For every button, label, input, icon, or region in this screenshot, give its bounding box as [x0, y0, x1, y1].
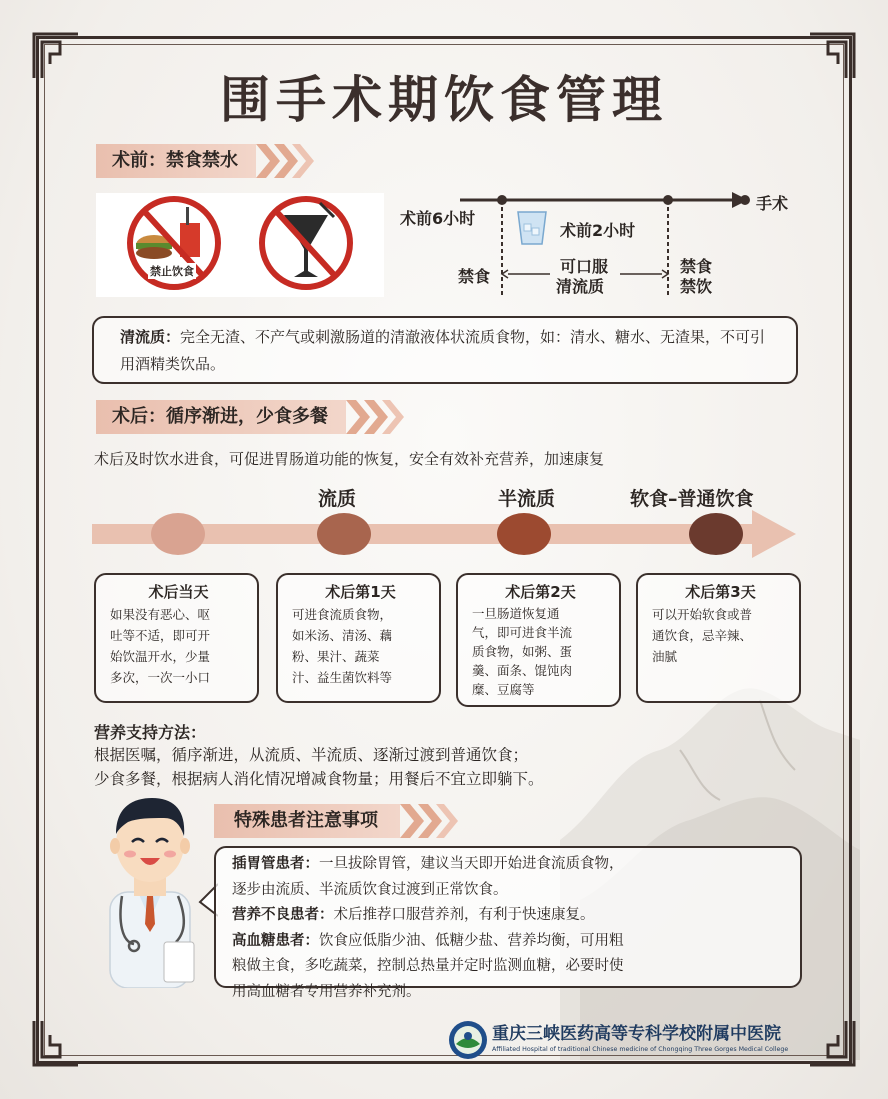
preop-banner-label: 术前：禁食禁水	[96, 144, 256, 178]
no-food-label: 禁止饮食	[150, 265, 194, 278]
timeline-mid-label: 术前2小时	[560, 221, 636, 240]
day-title: 术后当天	[148, 583, 209, 601]
recovery-progress-arrow	[92, 506, 802, 562]
nutrition-line-2: 少食多餐，根据病人消化情况增减食物量；用餐后不宜立即躺下。	[94, 770, 544, 788]
special-item-label: 插胃管患者：	[232, 856, 319, 872]
corner-ornament-icon	[30, 1017, 82, 1069]
chevron-arrows-icon	[346, 400, 406, 434]
day-box-3	[636, 573, 801, 703]
day-title: 术后第3天	[685, 583, 756, 601]
timeline-end-label: 手术	[756, 194, 789, 213]
special-banner-label: 特殊患者注意事项	[214, 804, 400, 838]
stage-dot-2	[317, 513, 371, 555]
nutrition-label: 营养支持方法：	[94, 723, 207, 742]
no-food-sign-icon	[96, 193, 384, 297]
day-body: 一旦肠道恢复通 气，即可进食半流 质食物，如粥、蛋 羹、面条、馄饨肉 糜、豆腐等	[472, 606, 573, 697]
clear-liquid-note	[92, 316, 798, 384]
hospital-name: 重庆三峡医药高等专科学校附属中医院	[492, 1024, 781, 1044]
hospital-logo-icon	[448, 1020, 488, 1060]
timeline-fast-right-line2: 禁饮	[680, 277, 713, 296]
clear-liquid-note-body: 完全无渣、不产气或刺激肠道的清澈液体状流质食物，如：清水、糖水、无渣果，不可引用酒精类饮品。	[120, 328, 766, 373]
stage-label-semi-liquid: 半流质	[498, 488, 556, 510]
timeline-allowed-line2: 清流质	[556, 277, 605, 296]
stage-label-soft-normal: 软食–普通饮食	[630, 488, 754, 510]
clear-liquid-note-text	[120, 324, 772, 378]
no-eating-drinking-panel	[96, 193, 384, 297]
day-body: 如果没有恶心、呕 吐等不适，即可开 始饮温开水，少量 多次，一次一小口	[110, 607, 211, 685]
stage-dot-1	[151, 513, 205, 555]
timeline-fast-left: 禁食	[458, 267, 491, 286]
clear-liquid-note-label: 清流质：	[120, 328, 181, 346]
doctor-illustration-icon	[94, 792, 206, 988]
timeline-allowed-line1: 可口服	[560, 257, 609, 276]
postop-banner	[96, 400, 406, 434]
special-item-label: 高血糖患者：	[232, 932, 319, 949]
special-notes-box	[214, 846, 802, 1000]
day-title: 术后第2天	[505, 583, 576, 601]
day-box-1	[276, 573, 441, 703]
day-body: 可以开始软食或普 通饮食，忌辛辣、 油腻	[652, 607, 753, 664]
hospital-footer	[448, 1018, 828, 1068]
timeline-start-label: 术前6小时	[400, 209, 476, 228]
postop-banner-label: 术后：循序渐进，少食多餐	[96, 400, 346, 434]
postop-intro: 术后及时饮水进食，可促进胃肠道功能的恢复，安全有效补充营养，加速康复	[94, 450, 605, 468]
day-title: 术后第1天	[325, 583, 396, 601]
hospital-subtitle: Affiliated Hospital of traditional Chinese medicine of Chongqing Three Gorges Medical College	[492, 1046, 789, 1053]
stage-label-liquid: 流质	[318, 488, 357, 510]
day-body: 可进食流质食物， 如米汤、清汤、藕 粉、果汁、蔬菜 汁、益生菌饮料等	[292, 607, 393, 685]
day-box-2	[456, 573, 621, 707]
stage-dot-4	[689, 513, 743, 555]
chevron-arrows-icon	[256, 144, 316, 178]
special-banner	[214, 804, 460, 838]
chevron-arrows-icon	[400, 804, 460, 838]
preop-banner	[96, 144, 316, 178]
preop-timeline	[450, 186, 760, 306]
day-box-0	[94, 573, 259, 703]
timeline-fast-right-line1: 禁食	[680, 257, 713, 276]
page-title: 围手术期饮食管理	[220, 71, 668, 129]
special-notes-text: 插胃管患者：一旦拔除胃管，建议当天即开始进食流质食物， 逐步由流质、半流质饮食过渡到正常饮食。 营养不良患者：术后推荐口服营养剂，有利于快速康复。 高血糖患者：饮食应低脂少油、低糖少盐、营养均衡，可用粗 粮做主食，多吃蔬菜，控制总热量并定时监测血糖，必要时使 用高血糖者专用营养补充剂。	[232, 856, 624, 1000]
stage-dot-3	[497, 513, 551, 555]
nutrition-line-1: 根据医嘱，循序渐进，从流质、半流质、逐渐过渡到普通饮食；	[94, 746, 529, 764]
special-item-label: 营养不良患者：	[232, 907, 334, 923]
